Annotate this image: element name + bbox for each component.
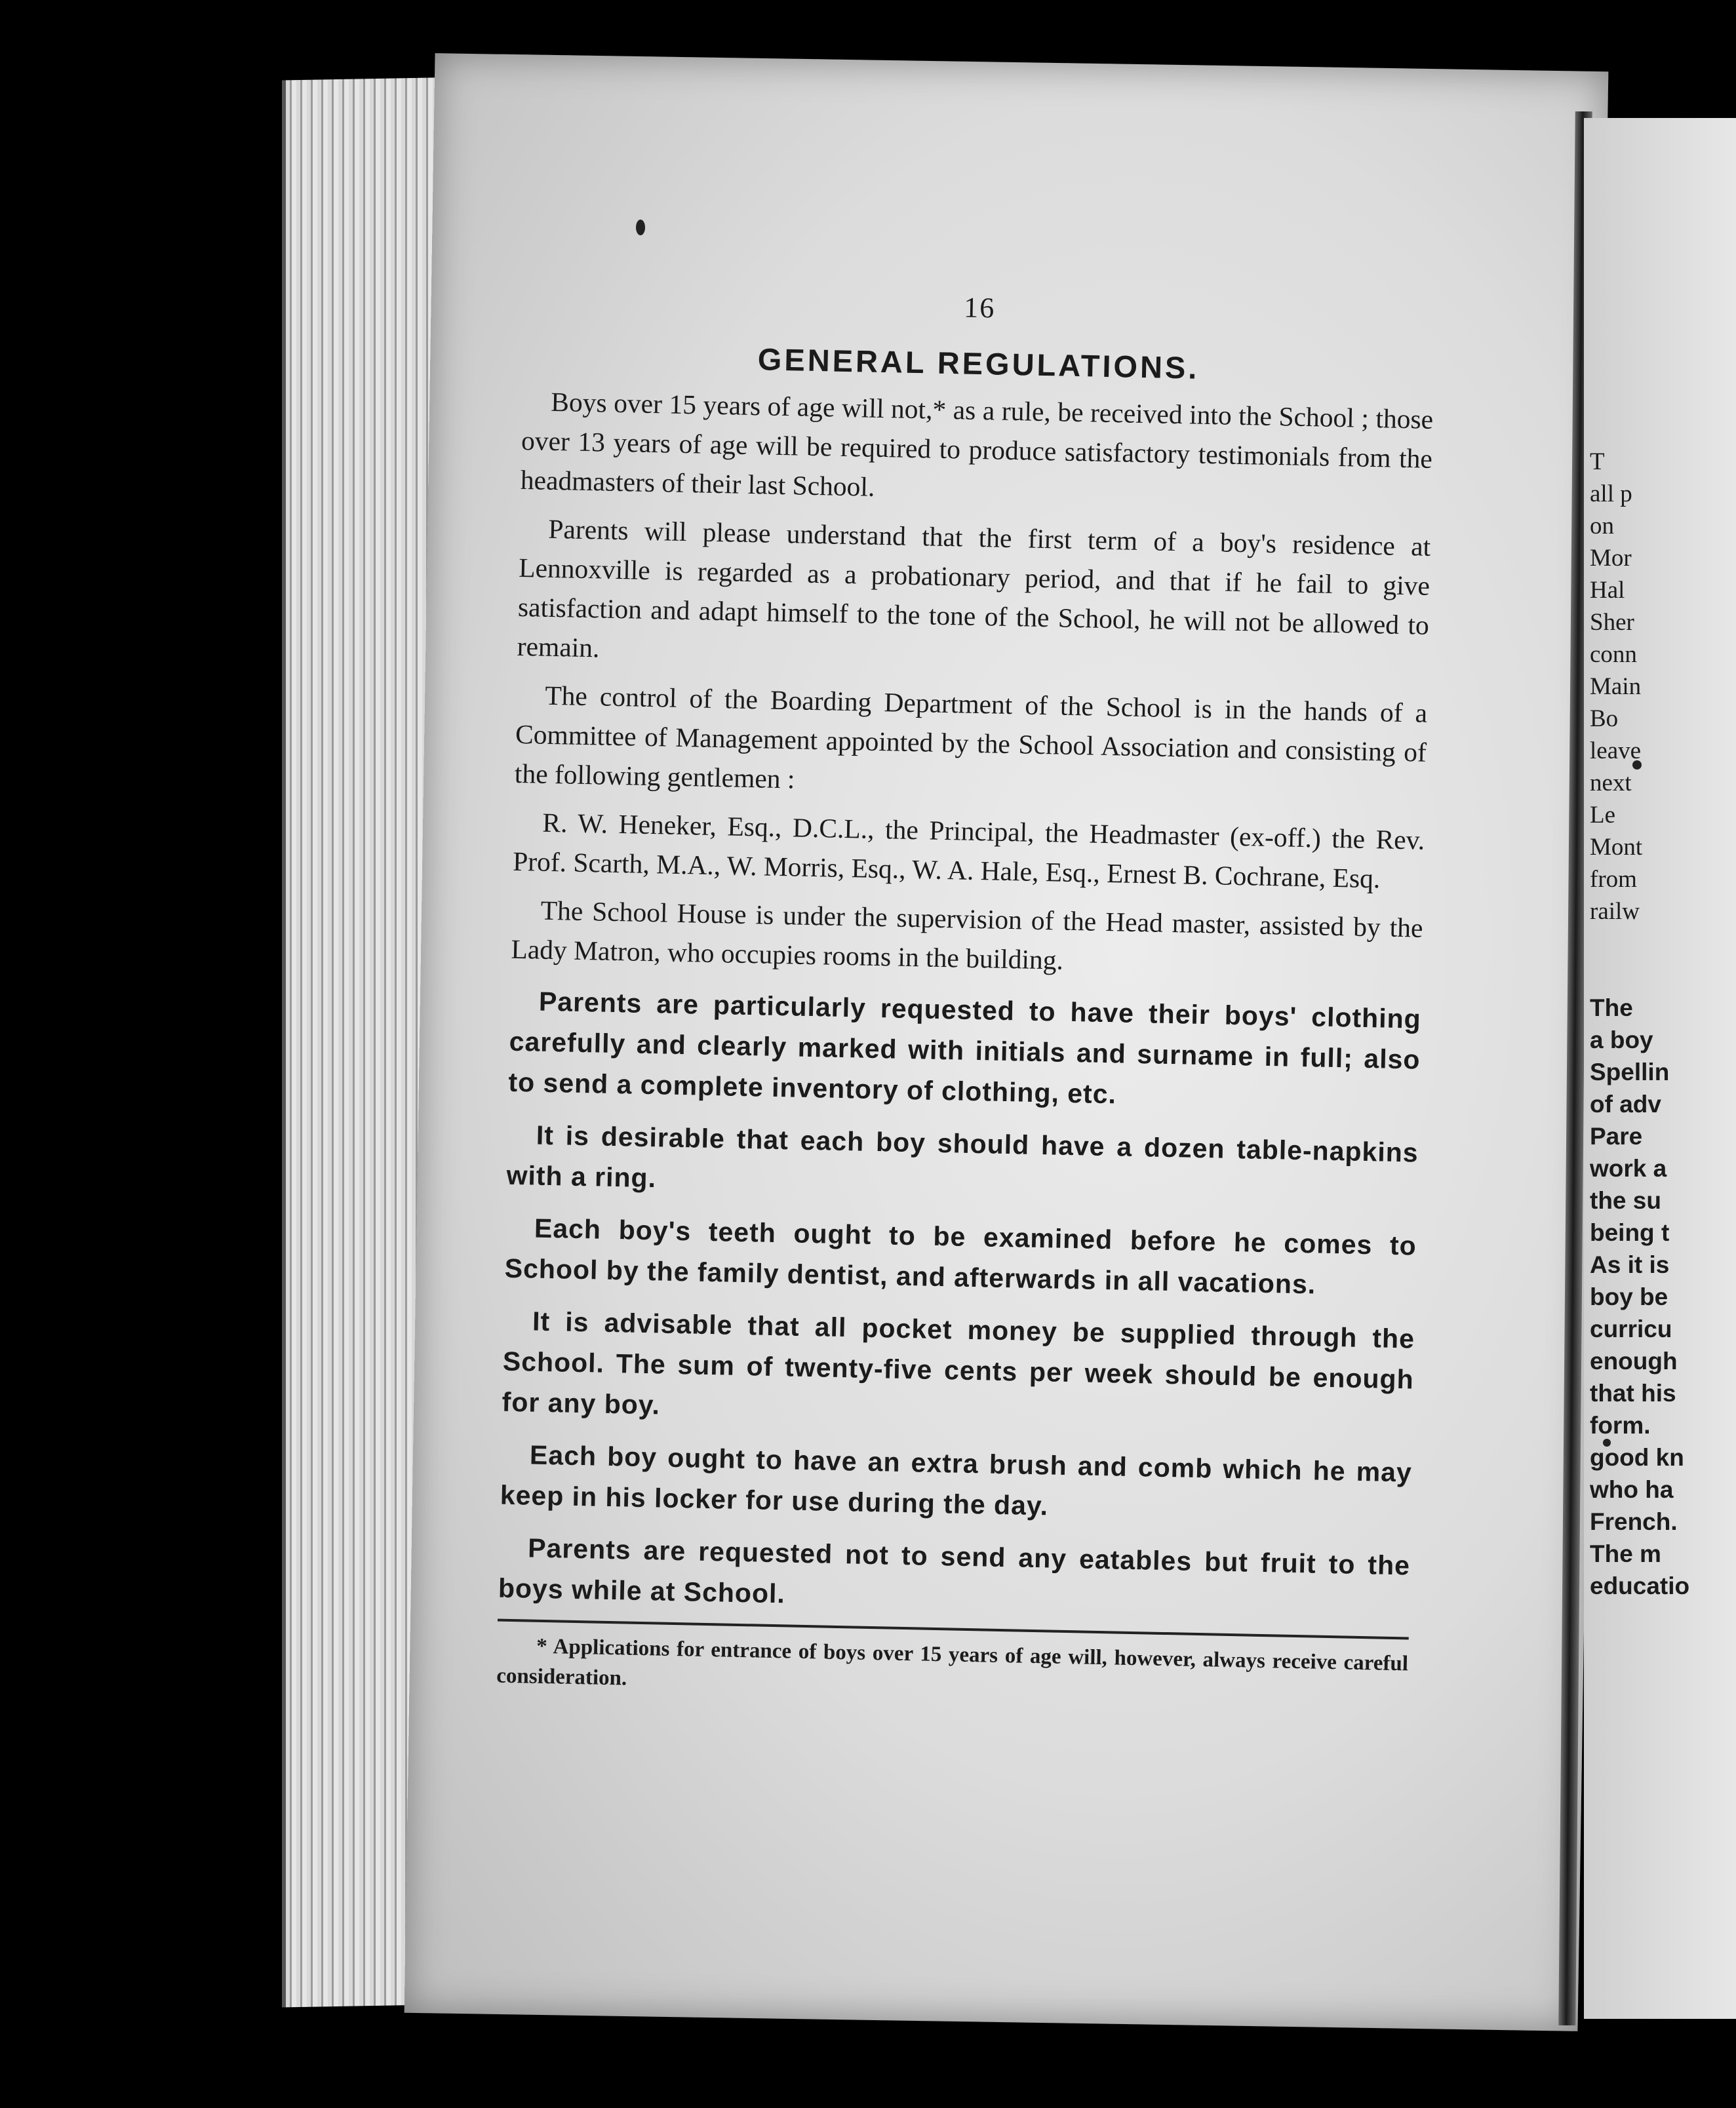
right-page-line: Mont xyxy=(1590,834,1643,861)
notice-paragraph: It is desirable that each boy should have a dozen table-napkins with a ring. xyxy=(506,1120,1419,1194)
right-page-line: boy be xyxy=(1590,1283,1668,1310)
right-page-line: on xyxy=(1590,513,1614,539)
right-page-line xyxy=(1590,960,1736,992)
right-page-line: curricu xyxy=(1590,1316,1672,1342)
ink-speck xyxy=(636,220,645,235)
right-page-line: Main xyxy=(1590,673,1642,700)
right-page-line: Pare xyxy=(1590,1123,1643,1150)
right-page-line: The xyxy=(1590,994,1633,1021)
right-page-line: The m xyxy=(1590,1540,1661,1567)
right-page-text xyxy=(1590,446,1736,1602)
right-page-line: form. xyxy=(1590,1412,1651,1439)
committee-members: R. W. Heneker, Esq., D.C.L., the Principal, the Headmaster (ex-off.) the Rev. Prof. Scarth, M.A., W. Morris, Esq., W. A. Hale, Esq., Ernest B. Cochrane, Esq. xyxy=(512,807,1425,894)
paragraph: Parents will please understand that the first term of a boy's residence at Lennoxville is regarded as a probationary period, and that if he fail to give satisfaction and adapt himself to the tone of the School, he will not be allowed to remain. xyxy=(517,513,1431,663)
right-page-line: the su xyxy=(1590,1187,1661,1214)
notice-paragraph: Parents are particularly requested to have their boys' clothing carefully and clearly marked with initials and surname in full; also to send a complete inventory of clothing, etc. xyxy=(508,986,1422,1110)
right-page-line: railw xyxy=(1590,898,1640,925)
notice-paragraph: Each boy ought to have an extra brush and comb which he may keep in his locker for use during the day. xyxy=(500,1439,1413,1521)
notice-paragraph: Each boy's teeth ought to be examined before he comes to School by the family dentist, and afterwards in all vacations. xyxy=(504,1213,1417,1300)
page-number: 16 xyxy=(963,291,996,324)
right-page-line: As it is xyxy=(1590,1251,1670,1278)
paragraph: The School House is under the supervision of the Head master, assisted by the Lady Matron, who occupies rooms in the building. xyxy=(511,895,1423,975)
right-page-line: good kn xyxy=(1590,1444,1684,1471)
page-heading: GENERAL REGULATIONS. xyxy=(757,342,1200,385)
paragraph: The control of the Boarding Department of the School is in the hands of a Committee of Management appointed by the School Association and consisting of the following gentlemen : xyxy=(514,680,1428,794)
right-page-line: enough xyxy=(1590,1348,1678,1375)
right-page-line: Hal xyxy=(1590,577,1625,604)
right-page-line: being t xyxy=(1590,1219,1670,1246)
right-page-line: work a xyxy=(1590,1155,1667,1182)
paragraph: Boys over 15 years of age will not,* as a rule, be received into the School ; those over 13 years of age will be required to produce satisfactory testimonials from the headmasters of their last School. xyxy=(520,386,1434,502)
right-page-line: Mor xyxy=(1590,545,1632,572)
right-page-line xyxy=(1590,927,1736,960)
right-page-line: Bo xyxy=(1590,705,1619,732)
right-page-line: Le xyxy=(1590,802,1616,829)
right-page-line: educatio xyxy=(1590,1572,1690,1599)
notice-paragraph: It is advisable that all pocket money be supplied through the School. The sum of twenty-five cents per week should be enough for any boy. xyxy=(502,1306,1415,1420)
right-page-line: a boy xyxy=(1590,1026,1653,1053)
right-page-line: of adv xyxy=(1590,1091,1661,1118)
right-page-line: who ha xyxy=(1590,1476,1674,1503)
right-page-line: that his xyxy=(1590,1380,1676,1407)
notice-paragraph: Parents are requested not to send any eatables but fruit to the boys while at School. xyxy=(498,1532,1411,1609)
right-page-line: all p xyxy=(1590,480,1632,507)
right-page-line: from xyxy=(1590,866,1637,893)
footnote: * Applications for entrance of boys over 15 years of age will, however, always receive careful consideration. xyxy=(496,1634,1409,1690)
right-page-line: Sher xyxy=(1590,609,1634,636)
right-page-line: leave xyxy=(1590,737,1642,764)
right-page-line: Spellin xyxy=(1590,1059,1670,1085)
right-page-line: next xyxy=(1590,770,1632,796)
right-page-line: T xyxy=(1590,448,1605,475)
right-page-line: conn xyxy=(1590,641,1637,668)
page-text-block xyxy=(496,282,1436,1709)
right-page-line: French. xyxy=(1590,1508,1678,1535)
